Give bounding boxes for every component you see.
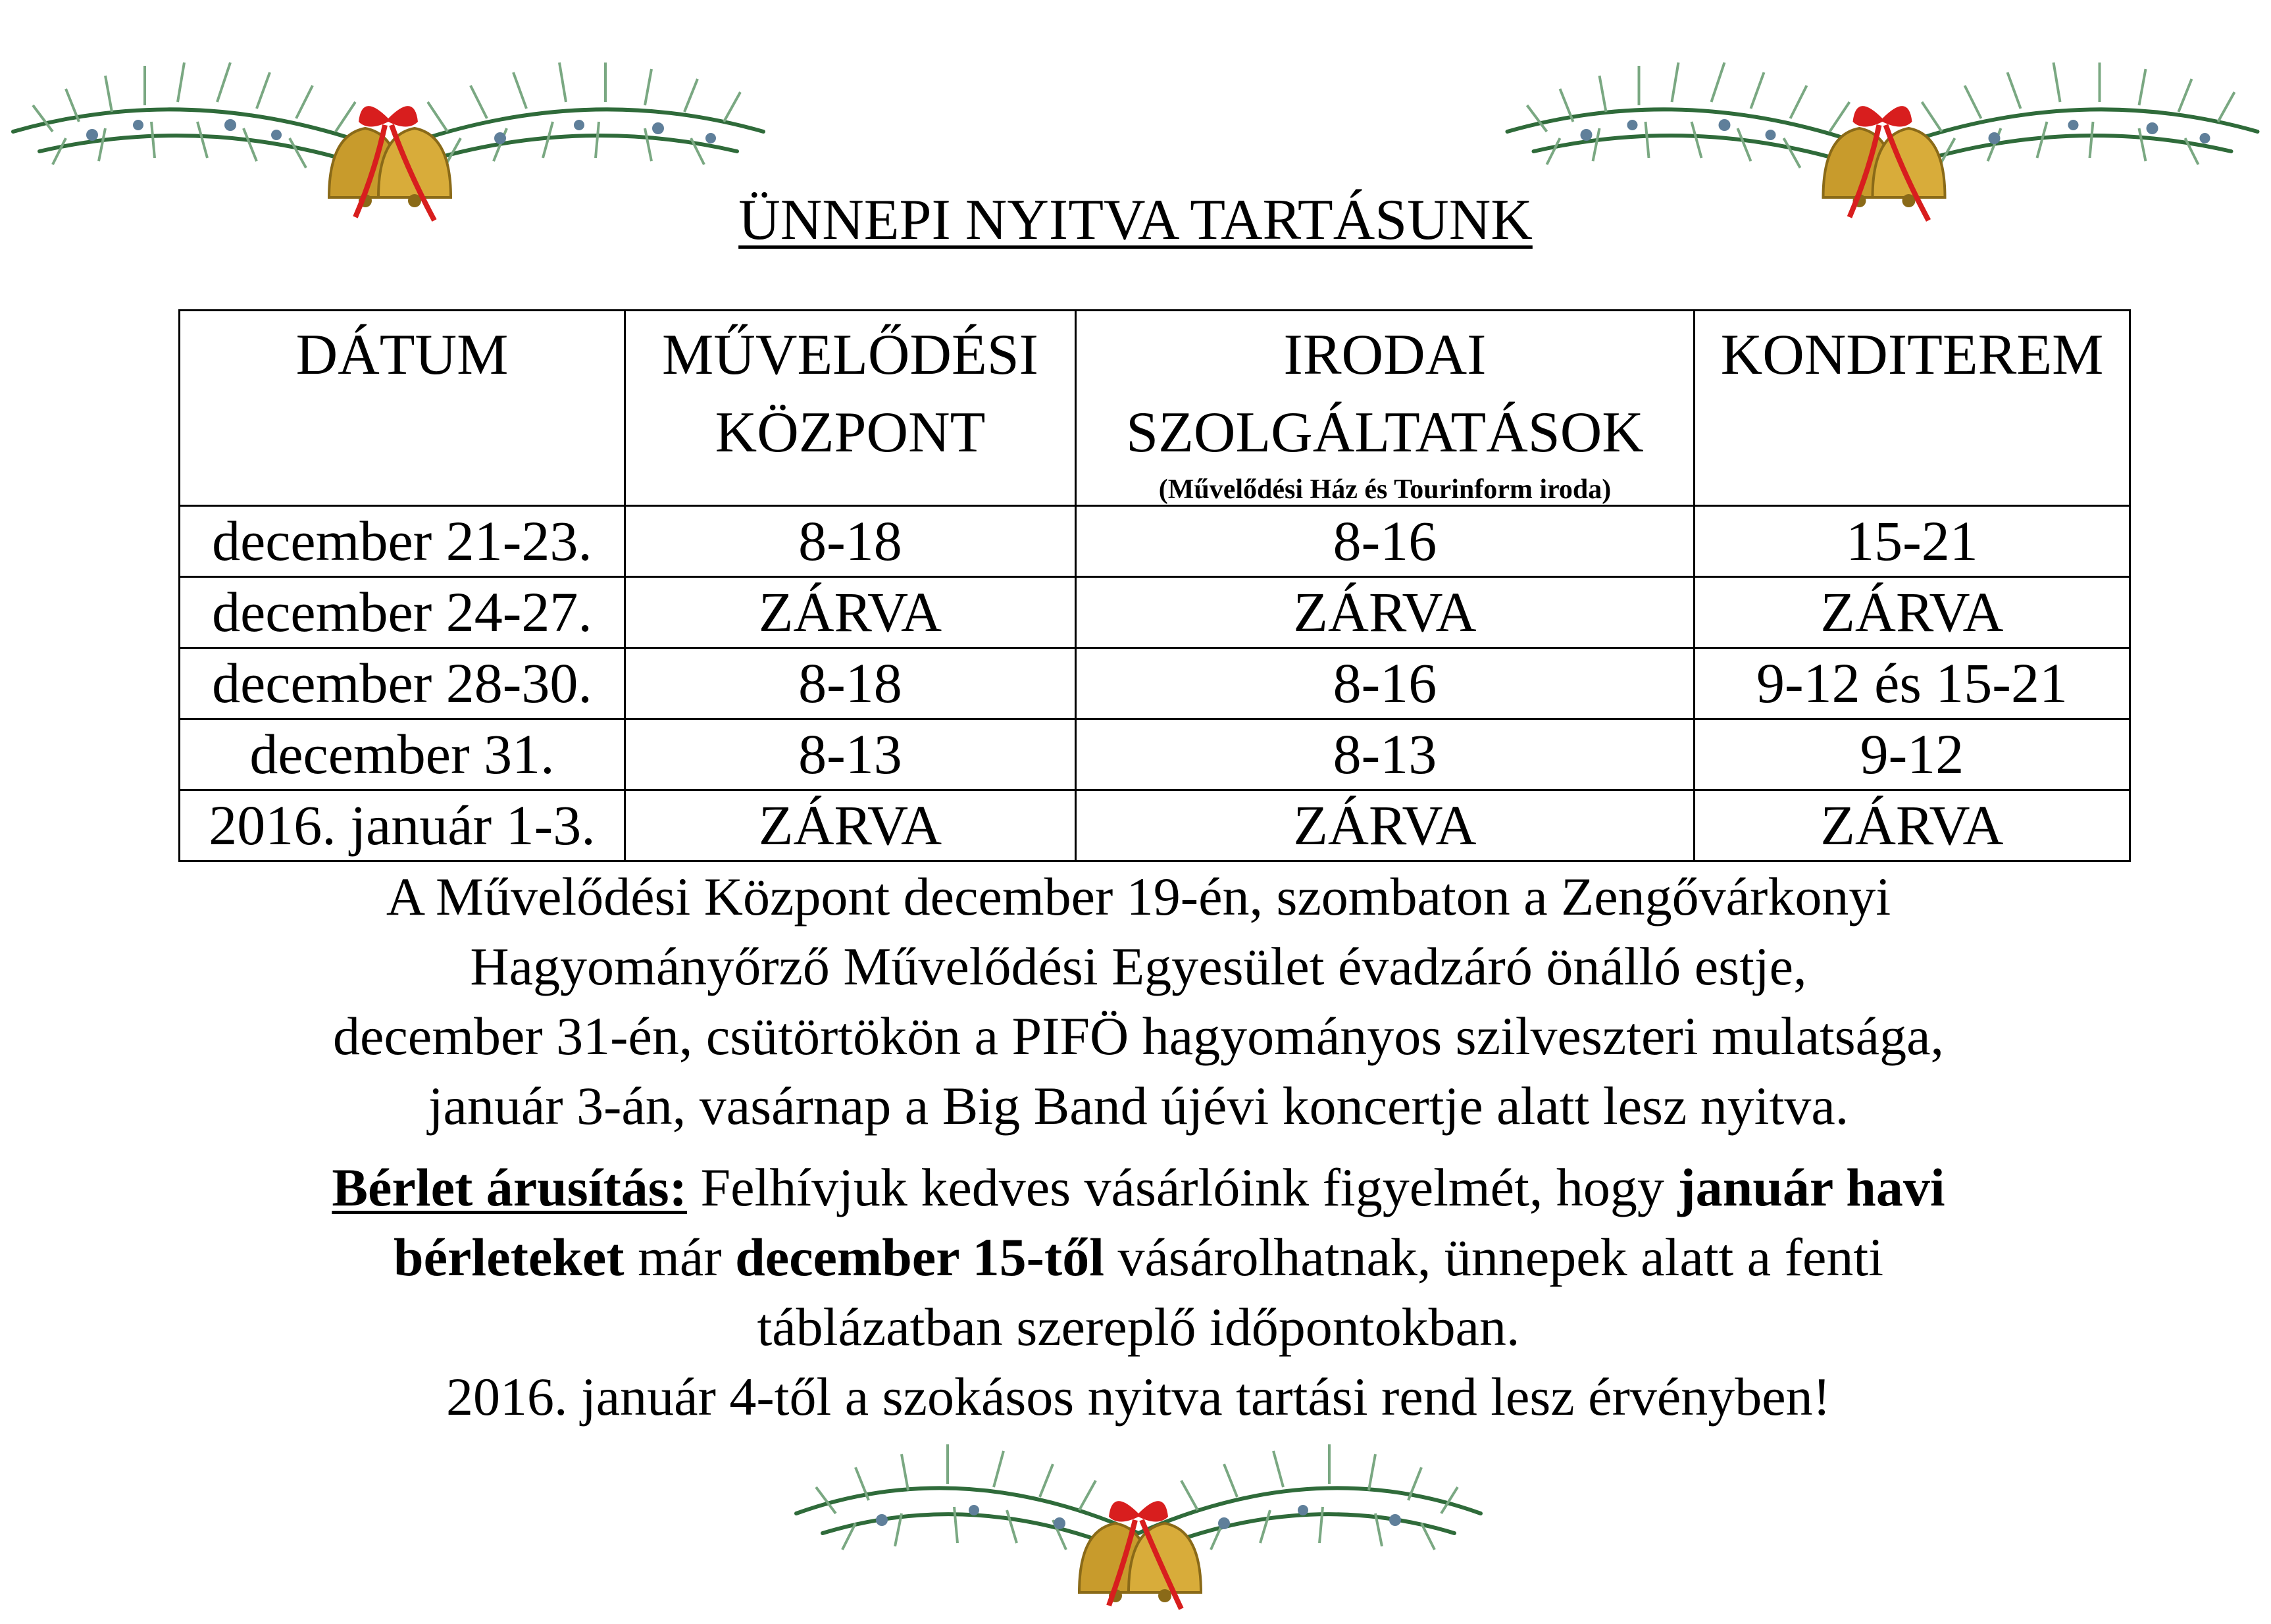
- pass-sale-text: már: [624, 1227, 736, 1287]
- pass-sale-bold: bérleteket: [394, 1227, 625, 1287]
- table-row: [180, 577, 2130, 648]
- cell-gym: ZÁRVA: [1695, 577, 2130, 648]
- cell-office-services: 8-16: [1076, 506, 1695, 577]
- table-header-row: [180, 311, 2130, 506]
- notes-section: [118, 862, 2158, 1432]
- note-line: A Művelődési Központ december 19-én, szombaton a Zengővárkonyi: [386, 867, 1891, 926]
- pass-sale-line-3: táblázatban szereplő időpontokban.: [757, 1297, 1520, 1357]
- cell-gym: 9-12 és 15-21: [1695, 648, 2130, 719]
- cell-gym: 15-21: [1695, 506, 2130, 577]
- header-office-services: [1076, 311, 1695, 506]
- cell-date: december 21-23.: [180, 506, 625, 577]
- cell-gym: ZÁRVA: [1695, 790, 2130, 861]
- table-row: [180, 648, 2130, 719]
- table-row: [180, 790, 2130, 861]
- cell-gym: 9-12: [1695, 719, 2130, 790]
- pass-sale-bold: december 15-től: [735, 1227, 1105, 1287]
- cell-date: december 28-30.: [180, 648, 625, 719]
- header-gym-line1: KONDITEREM: [1720, 323, 2104, 387]
- table-row: [180, 506, 2130, 577]
- cell-office-services: ZÁRVA: [1076, 790, 1695, 861]
- header-cultural-center: [625, 311, 1076, 506]
- cell-cultural-center: 8-18: [625, 506, 1076, 577]
- cell-date: 2016. január 1-3.: [180, 790, 625, 861]
- garland-bells-icon: [777, 1415, 1500, 1624]
- header-cultural-center-line2: KÖZPONT: [715, 401, 986, 465]
- cell-cultural-center: ZÁRVA: [625, 790, 1076, 861]
- header-office-services-line2: SZOLGÁLTATÁSOK: [1126, 401, 1644, 465]
- cell-date: december 24-27.: [180, 577, 625, 648]
- header-date-line1: DÁTUM: [295, 323, 509, 387]
- cell-office-services: 8-16: [1076, 648, 1695, 719]
- header-office-services-line1: IRODAI: [1283, 323, 1487, 387]
- pass-sale-label: Bérlet árusítás:: [332, 1157, 687, 1217]
- pass-sale-bold: január havi: [1677, 1157, 1945, 1217]
- page-title: [0, 188, 2271, 253]
- opening-hours-table: [178, 309, 2131, 862]
- pass-sale-text: Felhívjuk kedves vásárlóink figyelmét, hogy: [687, 1157, 1678, 1217]
- cell-cultural-center: 8-18: [625, 648, 1076, 719]
- header-office-services-sub: (Művelődési Ház és Tourinform iroda): [1158, 474, 1612, 505]
- cell-date: december 31.: [180, 719, 625, 790]
- header-gym: [1695, 311, 2130, 506]
- cell-office-services: ZÁRVA: [1076, 577, 1695, 648]
- header-date: [180, 311, 625, 506]
- note-line: Hagyományőrző Művelődési Egyesület évadzáró önálló estje,: [470, 936, 1807, 996]
- pass-sale-line-2: [118, 1223, 2158, 1292]
- header-cultural-center-line1: MŰVELŐDÉSI: [662, 323, 1038, 387]
- title-text: ÜNNEPI NYITVA TARTÁSUNK: [738, 188, 1533, 252]
- cell-cultural-center: ZÁRVA: [625, 577, 1076, 648]
- table-row: [180, 719, 2130, 790]
- cell-cultural-center: 8-13: [625, 719, 1076, 790]
- regular-hours-note: 2016. január 4-től a szokásos nyitva tartási rend lesz érvényben!: [446, 1367, 1831, 1427]
- pass-sale-text: vásárolhatnak, ünnepek alatt a fenti: [1104, 1227, 1883, 1287]
- pass-sale-line-1: [118, 1153, 2158, 1223]
- note-line: január 3-án, vasárnap a Big Band újévi koncertje alatt lesz nyitva.: [428, 1076, 1849, 1136]
- note-line: december 31-én, csütörtökön a PIFÖ hagyományos szilveszteri mulatsága,: [333, 1006, 1944, 1066]
- cell-office-services: 8-13: [1076, 719, 1695, 790]
